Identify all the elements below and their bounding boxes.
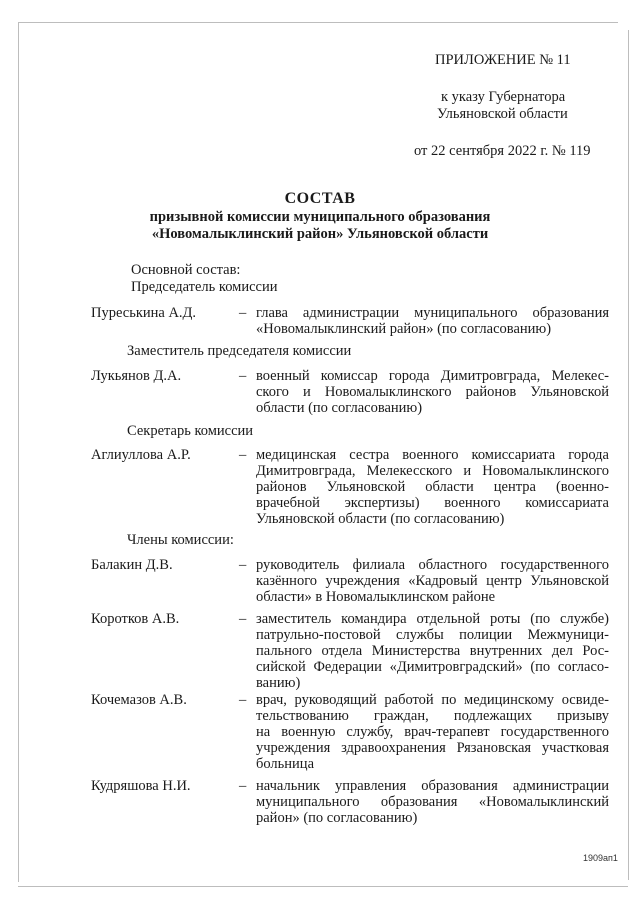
person-name: Кочемазов А.В.: [91, 692, 187, 708]
person-name: Аглиуллова А.Р.: [91, 447, 191, 463]
duty-line: руководитель филиала областного государственного: [256, 557, 609, 573]
decree-region: Ульяновской области: [437, 106, 568, 122]
section-secretary: Секретарь комиссии: [127, 423, 254, 439]
duty-line: начальник управления образования администрации: [256, 778, 609, 794]
dash-separator: –: [239, 368, 247, 384]
duty-line: тельствованию граждан, подлежащих призыву: [256, 708, 609, 724]
dash-separator: –: [239, 557, 247, 573]
decree-date: от 22 сентября 2022 г. № 119: [414, 143, 591, 159]
dash-separator: –: [239, 778, 247, 794]
duty-line: медицинская сестра военного комиссариата города: [256, 447, 609, 463]
scan-edge-top: [18, 22, 618, 23]
section-members: Члены комиссии:: [127, 532, 234, 548]
person-duty: [256, 557, 609, 605]
appendix-number: ПРИЛОЖЕНИЕ № 11: [435, 52, 571, 68]
duty-line: Ульяновской области (по согласованию): [256, 511, 505, 527]
scan-edge-right: [628, 30, 629, 880]
duty-line: области» в Новомалыклинском районе: [256, 589, 496, 605]
person-name: Пуреськина А.Д.: [91, 305, 197, 321]
person-duty: [256, 368, 609, 416]
person-name: Балакин Д.В.: [91, 557, 173, 573]
duty-line: «Новомалыклинский район» (по согласованию): [256, 321, 552, 337]
duty-line: врач, руководящий работой по медицинскому освиде-: [256, 692, 609, 708]
duty-line: муниципального образования «Новомалыклинский: [256, 794, 609, 810]
footer-document-code: 1909ап1: [583, 853, 618, 863]
section-chairman: Председатель комиссии: [131, 279, 278, 295]
decree-reference: к указу Губернатора: [441, 89, 566, 105]
person-duty: [256, 778, 609, 826]
duty-line: на военную службу, врач-терапевт государственного: [256, 724, 609, 740]
duty-line: патрульно-постовой службы полиции Межмуници-: [256, 627, 609, 643]
duty-line: врачебной экспертизы) военного комиссариата: [256, 495, 609, 511]
duty-line: ванию): [256, 675, 301, 691]
dash-separator: –: [239, 692, 247, 708]
duty-line: ского и Новомалыклинского районов Ульяновской: [256, 384, 609, 400]
duty-line: больница: [256, 756, 314, 772]
document-title: СОСТАВ: [284, 190, 356, 207]
person-duty: [256, 611, 609, 691]
dash-separator: –: [239, 611, 247, 627]
document-subtitle-line2: «Новомалыклинский район» Ульяновской области: [151, 226, 489, 242]
section-deputy: Заместитель председателя комиссии: [127, 343, 352, 359]
duty-line: учреждения здравоохранения Рязановская участковая: [256, 740, 609, 756]
duty-line: район» (по согласованию): [256, 810, 418, 826]
duty-line: заместитель командира отдельной роты (по службе): [256, 611, 609, 627]
person-duty: [256, 692, 609, 772]
dash-separator: –: [239, 447, 247, 463]
duty-line: Димитровграда, Мелекесского и Новомалыклинского: [256, 463, 609, 479]
person-name: Лукьянов Д.А.: [91, 368, 182, 384]
duty-line: области (по согласованию): [256, 400, 423, 416]
duty-line: глава администрации муниципального образования: [256, 305, 609, 321]
person-name: Кудряшова Н.И.: [91, 778, 191, 794]
person-name: Коротков А.В.: [91, 611, 180, 627]
duty-line: пального отдела Министерства внутренних дел Рос-: [256, 643, 609, 659]
person-duty: [256, 305, 609, 337]
dash-separator: –: [239, 305, 247, 321]
duty-line: сийской Федерации «Димитровградский» (по согласо-: [256, 659, 609, 675]
scan-edge-bottom: [18, 886, 628, 887]
section-main-composition: Основной состав:: [131, 262, 241, 278]
scan-edge-left: [18, 22, 19, 882]
duty-line: военный комиссар города Димитровграда, Мелекес-: [256, 368, 609, 384]
document-subtitle-line1: призывной комиссии муниципального образования: [149, 209, 491, 225]
duty-line: районов Ульяновской области центра (военно-: [256, 479, 609, 495]
duty-line: казённого учреждения «Кадровый центр Ульяновской: [256, 573, 609, 589]
person-duty: [256, 447, 609, 527]
